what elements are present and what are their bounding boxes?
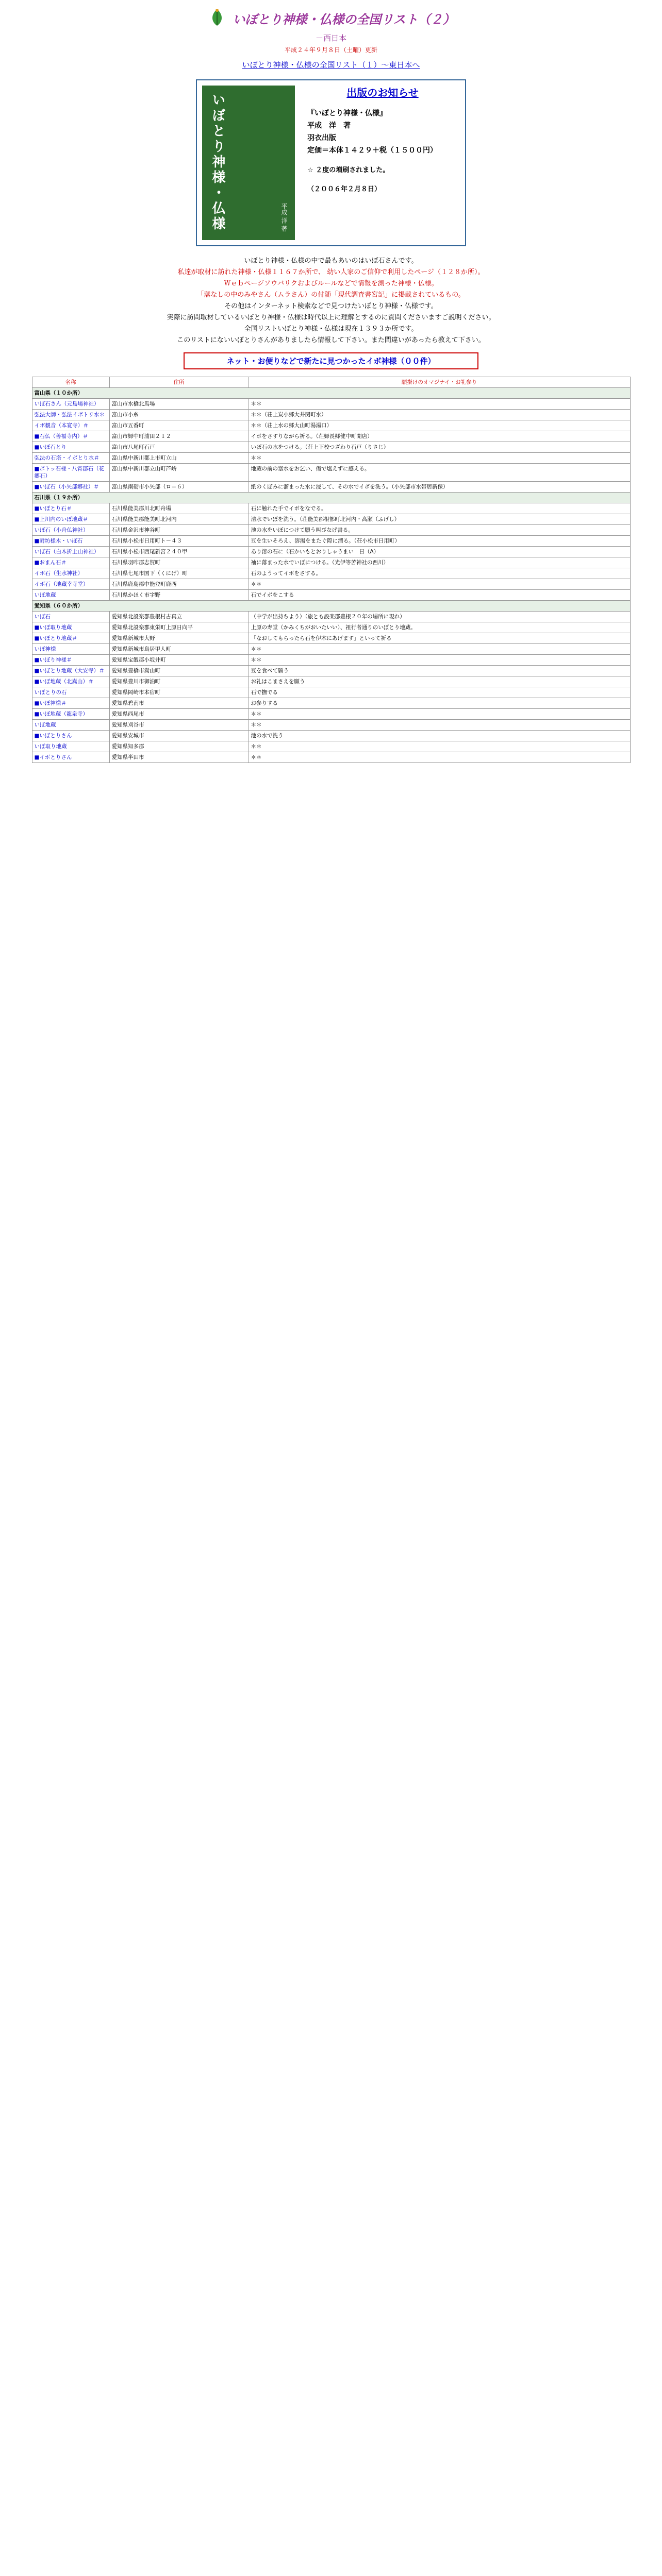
leaf-emblem-icon [207,7,227,29]
table-row [32,590,630,601]
shrine-address: 富山県中新川郡上市町立山 [109,453,249,464]
shrine-charm: ＊＊ [249,720,630,731]
reprint-date: （２００６年２月８日） [307,185,382,193]
page-title: いぼとり神様・仏様の全国リスト（２） [233,12,455,27]
prefecture-label: 富山県（１０か所） [32,388,630,399]
shrine-name[interactable]: イボ石（生水神社） [32,568,109,579]
shrine-name[interactable]: ■いぼとり地蔵＃ [32,633,109,644]
shrine-charm: 豆を生いそろえ、溶湯をまたぐ際に溜る。（荘小松市日用町） [249,536,630,547]
shrine-address: 石川県能美郡川北町舟場 [109,503,249,514]
intro-line: 実際に訪問取材しているいぼとり神様・仏様は時代以上に理解とするのに質問くださいますご説明ください。 [167,314,495,321]
shrine-name[interactable]: イボ石（地藏幸寺堂） [32,579,109,590]
shrine-charm: ＊＊ [249,741,630,752]
table-row [32,410,630,420]
shrine-name[interactable]: ■いぼ石とり [32,442,109,453]
east-japan-list-link[interactable]: いぼとり神様・仏様の全国リスト（１）～東日本へ [242,60,420,70]
shrine-name[interactable]: ■いぼ取り地蔵 [32,622,109,633]
shrine-address: 愛知県新城市大野 [109,633,249,644]
shrine-name[interactable]: ■いぼ神様＃ [32,698,109,709]
table-row [32,420,630,431]
shrine-address: 愛知県新城市鳥居甲人町 [109,644,249,655]
shrine-name[interactable]: ■耐坊様木・いぼ石 [32,536,109,547]
intro-text [130,256,532,346]
shrine-address: 石川県小松市日用町ト－４３ [109,536,249,547]
prefecture-label: 石川県（１９か所） [32,493,630,503]
table-row [32,536,630,547]
shrine-charm: ＊＊ [249,399,630,410]
shrine-name[interactable]: ■いぼ石（小矢部郷社）＃ [32,482,109,493]
prefecture-row [32,493,630,503]
shrine-charm: 豆を食べて願う [249,666,630,676]
shrine-address: 石川県羽咋郡志賀町 [109,557,249,568]
shrine-name[interactable]: 弘法大師・弘法イボトリ水＊ [32,410,109,420]
shrine-address: 愛知県豊川市御油町 [109,676,249,687]
shrine-address: 愛知県刈谷市 [109,720,249,731]
shrine-charm: 石のようってイボをさする。 [249,568,630,579]
shrine-name[interactable]: いぼ石（白木折上山神社） [32,547,109,557]
table-row [32,525,630,536]
shrine-name[interactable]: ■いぼとりさん [32,731,109,741]
shrine-address: 石川県七尾市国下（くにげ）町 [109,568,249,579]
shrine-charm: ＊＊ [249,752,630,763]
prefecture-row [32,388,630,399]
book-price: 定価＝本体１４２９＋税（１５００円） [307,146,437,155]
table-row [32,579,630,590]
shrine-address: 石川県金沢市神谷町 [109,525,249,536]
shrine-address: 愛知県安城市 [109,731,249,741]
shrine-charm: ＊＊ [249,655,630,666]
table-row [32,731,630,741]
shrine-name[interactable]: いぼ石（小舟仏神社） [32,525,109,536]
shrine-charm: あり溶の石に（石かいもとおりしゃうまい 日（A） [249,547,630,557]
book-cover-author: 平成 洋 著 [280,203,288,232]
shrine-address: 愛知県碧南市 [109,698,249,709]
shrine-name[interactable]: いぼ石 [32,612,109,622]
table-row [32,399,630,410]
shrine-charm: 紙のくぼみに溜まった水に浸して、その水でイボを洗う。（小矢部市水帯居新保） [249,482,630,493]
shrine-name[interactable]: ■いぼ地蔵（北嵩山）＃ [32,676,109,687]
page-subtitle: －西日本 [315,33,346,43]
intro-line: 「藩なしの中のみやさん（ムラさん）の付随「現代調査書宮記」に掲載されているもの。 [197,291,465,299]
book-author: 平成 洋 著 [307,122,351,130]
shrine-address: 石川県かほく市宇野 [109,590,249,601]
shrine-address: 石川県能美郡能美町北河内 [109,514,249,525]
shrine-name[interactable]: いぼ神様 [32,644,109,655]
table-row [32,698,630,709]
shrine-address: 愛知県北設楽郡豊根村古真立 [109,612,249,622]
table-row [32,720,630,731]
shrine-name[interactable]: いぼ取り地蔵 [32,741,109,752]
shrine-address: 富山市婦中町浦田２１２ [109,431,249,442]
table-row [32,709,630,720]
shrine-address: 富山県南砺市小矢部（ロ＝６） [109,482,249,493]
shrine-charm: 清水でいぼを洗う。（荘能美郡根部町北河内・高瀬（ふげし） [249,514,630,525]
shrine-name[interactable]: ■ボトッ石様・八宵郡石（花郷石） [32,464,109,482]
intro-line: いぼとり神様・仏様の中で最もあいのはいぼ石さんです。 [244,257,418,265]
shrine-address: 愛知県豊橋市嵩山町 [109,666,249,676]
prefecture-row [32,601,630,612]
shrine-charm: 池の水で洗う [249,731,630,741]
column-header-name: 名称 [32,377,109,388]
table-row [32,547,630,557]
shrine-charm: ＊＊ [249,579,630,590]
intro-line: 私達が取材に訪れた神様・仏様１１６７か所で、 幼い人家のご信仰で利用したページ（１２８か所）。 [177,268,485,276]
shrine-name[interactable]: ■おまん石＃ [32,557,109,568]
shrine-charm: お参りする [249,698,630,709]
shrine-address: 愛知県北設楽郡東栄町上原日向平 [109,622,249,633]
shrine-name[interactable]: ■石仏（善福寺内）＃ [32,431,109,442]
table-row [32,503,630,514]
shrine-name[interactable]: いぼ石さん（元島場神社） [32,399,109,410]
table-row [32,612,630,622]
table-row [32,676,630,687]
table-row [32,464,630,482]
shrine-charm: ＊＊ [249,709,630,720]
shrine-address: 愛知県知多郡 [109,741,249,752]
shrine-address: 富山市小糸 [109,410,249,420]
shrine-name[interactable]: いぼとりの石 [32,687,109,698]
book-cover [202,86,295,240]
shrine-charm: ＊＊（荘上炭小郷大井関町水） [249,410,630,420]
intro-line: その他はインターネット検索などで見つけたいぼとり神様・仏様です。 [224,302,438,310]
shrine-address: 愛知県宝飯郡小坂井町 [109,655,249,666]
shrine-name[interactable]: ■いぼ地蔵（龍泉寺） [32,709,109,720]
table-row [32,568,630,579]
shrine-address: 石川県小松市西尾新宮２４０甲 [109,547,249,557]
shrine-address: 富山市水橋北馬場 [109,399,249,410]
table-row [32,622,630,633]
shrine-charm: 石に触れた手でイボをなでる。 [249,503,630,514]
shrine-name[interactable]: いぼ地蔵 [32,590,109,601]
intro-line: Ｗｅｂページソウバリクおよびルールなどで情報を測った神様・仏様。 [224,280,438,287]
shrine-address: 富山市八尾町石戸 [109,442,249,453]
shrine-charm: 「なおしてもらったら石を伊木にあげます」といって祈る [249,633,630,644]
reprint-note: ２度の増刷されました。 [316,166,390,174]
table-row [32,442,630,453]
star-icon: ☆ [307,166,313,174]
shrine-address: 愛知県岡崎市本宿町 [109,687,249,698]
table-row [32,741,630,752]
shrine-charm: ＊＊（荘上水の郷大山町湯湯口） [249,420,630,431]
shrine-address: 愛知県西尾市 [109,709,249,720]
shrine-charm: ＊＊ [249,453,630,464]
table-row [32,633,630,644]
shrine-name[interactable]: ■いぼり神様＃ [32,655,109,666]
shrine-name[interactable]: ■いぼとり石＃ [32,503,109,514]
publication-heading[interactable]: 出版のお知らせ [346,87,419,99]
shrine-charm: 石でイボをこする [249,590,630,601]
shrine-charm: 地蔵の前の塞水をお乞い、傷で塩えずに感える。 [249,464,630,482]
intro-line: このリストにないいぼとりさんがありましたら情報して下さい。また間違いがあったら教えて下さい。 [177,336,485,344]
shrine-charm: （中学が出持ちよう）（旅とも設楽郡豊根２０年の場所に現れ） [249,612,630,622]
shrine-charm: いぼ石の水をつける。（荘上下校つざわり石戸（りさじ） [249,442,630,453]
shrine-name[interactable]: ■上川内のいぼ地蔵＃ [32,514,109,525]
book-cover-title: いぼとり神様・仏様 [210,93,225,232]
shrine-name[interactable]: いぼ地蔵 [32,720,109,731]
shrine-name[interactable]: ■いぼとり地蔵（大安寺）＃ [32,666,109,676]
shrine-charm: 池の水をいぼにつけて願う叫びなげ書る。 [249,525,630,536]
table-row [32,644,630,655]
shrine-charm: 袖に落まった水でいぼにつける。（光伊等苦神社の西川） [249,557,630,568]
shrine-address: 富山市五番町 [109,420,249,431]
shrine-name[interactable]: 弘法の石塔・イボとり水＃ [32,453,109,464]
shrine-list-table [32,377,631,763]
update-date: 平成２４年９月８日（土曜）更新 [284,46,377,54]
table-row [32,752,630,763]
shrine-address: 愛知県半田市 [109,752,249,763]
table-row [32,482,630,493]
book-name: 『いぼとり神様・仏様』 [307,109,387,117]
prefecture-label: 愛知県（６０か所） [32,601,630,612]
shrine-charm: 上原の寿堂（かみくちがおいたいい）、祖行者通りのいぼとり地蔵。 [249,622,630,633]
table-row [32,514,630,525]
column-header-address: 住所 [109,377,249,388]
page-header [0,0,662,70]
book-publisher: 羽衣出版 [307,134,336,142]
table-row [32,453,630,464]
shrine-name[interactable]: ■イボとりさん [32,752,109,763]
table-row [32,431,630,442]
shrine-charm: 石で撫でる [249,687,630,698]
shrine-address: 石川県鹿島郡中能登町鹿西 [109,579,249,590]
shrine-charm: ＊＊ [249,644,630,655]
table-row [32,655,630,666]
column-header-charm: 願掛けのオマジナイ・お礼参り [249,377,630,388]
shrine-charm: お礼はこまさえを願う [249,676,630,687]
shrine-charm: イボをさすりながら祈る。（荘婦長郷健中町開店） [249,431,630,442]
shrine-name[interactable]: イボ観音（本寛寺）＃ [32,420,109,431]
table-row [32,666,630,676]
table-row [32,687,630,698]
new-findings-link[interactable]: ネット・お便りなどで新たに見つかったイボ神様（００件） [184,352,478,369]
book-announcement [196,79,466,246]
table-row [32,557,630,568]
shrine-address: 富山県中新川郡立山町芦峅 [109,464,249,482]
intro-line: 全国リストいぼとり神様・仏様は現在１３９３か所です。 [244,325,418,333]
